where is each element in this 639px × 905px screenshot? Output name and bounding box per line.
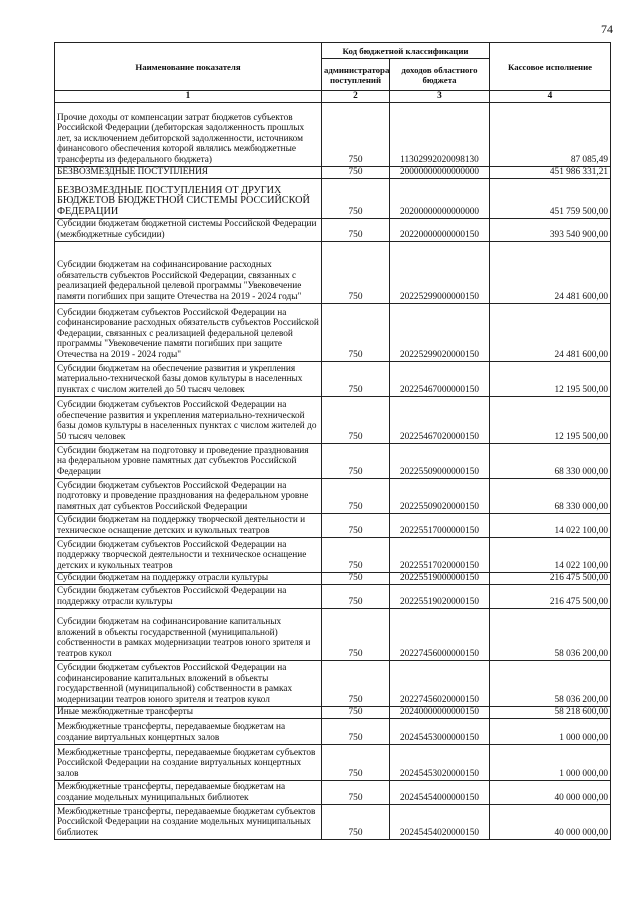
row-amount: 12 195 500,00	[490, 396, 611, 443]
budget-table	[54, 42, 611, 840]
row-name: Субсидии бюджетам субъектов Российской Федерации на софинансирование расходных обязательств субъектов Российской Федерации, связанных с реализацией федеральной целевой программы "Увековечение памяти погибших при защите Отечества на 2019 - 2024 годы"	[55, 303, 322, 361]
row-code: 20225467000000150	[390, 361, 490, 396]
row-name: Межбюджетные трансферты, передаваемые бюджетам субъектов Российской Федерации на создание виртуальных концертных залов	[55, 744, 322, 780]
row-code: 20225517000000150	[390, 513, 490, 537]
row-name: Субсидии бюджетам субъектов Российской Федерации на подготовку и проведение празднования на федеральном уровне памятных дат субъектов Российской Федерации	[55, 478, 322, 513]
row-admin: 750	[322, 537, 390, 572]
row-name: Межбюджетные трансферты, передаваемые бюджетам на создание модельных муниципальных библиотек	[55, 780, 322, 804]
row-admin: 750	[322, 718, 390, 744]
row-code: 20225509000000150	[390, 443, 490, 478]
row-amount: 216 475 500,00	[490, 572, 611, 584]
row-amount: 393 540 900,00	[490, 218, 611, 241]
row-code: 20240000000000150	[390, 706, 490, 718]
row-amount: 40 000 000,00	[490, 804, 611, 839]
row-code: 20225467020000150	[390, 396, 490, 443]
row-name: Субсидии бюджетам на обеспечение развития и укрепления материально-технической базы домов культуры в населенных пунктах с числом жителей до 50 тысяч человек	[55, 361, 322, 396]
header-admin: администратора поступлений	[322, 59, 390, 91]
row-admin: 750	[322, 166, 390, 178]
table-row	[55, 102, 611, 166]
page-number: 74	[601, 22, 613, 36]
row-amount: 14 022 100,00	[490, 513, 611, 537]
table-row	[55, 608, 611, 660]
row-admin: 750	[322, 660, 390, 706]
row-code: 20245454020000150	[390, 804, 490, 839]
row-amount: 1 000 000,00	[490, 718, 611, 744]
row-admin: 750	[322, 102, 390, 166]
row-name: Межбюджетные трансферты, передаваемые бюджетам на создание виртуальных концертных залов	[55, 718, 322, 744]
row-admin: 750	[322, 572, 390, 584]
row-code: 20225299000000150	[390, 241, 490, 303]
row-admin: 750	[322, 513, 390, 537]
row-amount: 58 218 600,00	[490, 706, 611, 718]
row-admin: 750	[322, 706, 390, 718]
header-num-4: 4	[490, 91, 611, 103]
row-code: 20000000000000000	[390, 166, 490, 178]
table-row	[55, 513, 611, 537]
row-amount: 216 475 500,00	[490, 584, 611, 608]
row-name: Субсидии бюджетам субъектов Российской Федерации на обеспечение развития и укрепления материально-технической базы домов культуры в населенных пунктах с числом жителей до 50 тысяч человек	[55, 396, 322, 443]
table-row	[55, 744, 611, 780]
row-code: 20225519000000150	[390, 572, 490, 584]
row-amount: 14 022 100,00	[490, 537, 611, 572]
table-row	[55, 361, 611, 396]
table-row	[55, 706, 611, 718]
row-amount: 68 330 000,00	[490, 443, 611, 478]
table-row	[55, 166, 611, 178]
row-amount: 451 986 331,21	[490, 166, 611, 178]
row-admin: 750	[322, 218, 390, 241]
row-admin: 750	[322, 443, 390, 478]
row-code: 20225519020000150	[390, 584, 490, 608]
row-code: 20200000000000000	[390, 178, 490, 218]
row-admin: 750	[322, 780, 390, 804]
row-admin: 750	[322, 478, 390, 513]
table-row	[55, 396, 611, 443]
table-row	[55, 241, 611, 303]
row-name: Субсидии бюджетам на софинансирование капитальных вложений в объекты государственной (муниципальной) собственности в рамках модернизации театров юного зрителя и театров кукол	[55, 608, 322, 660]
row-admin: 750	[322, 241, 390, 303]
row-admin: 750	[322, 804, 390, 839]
row-name: Субсидии бюджетам на софинансирование расходных обязательств субъектов Российской Федерации, связанных с реализацией федеральной целевой программы "Увековечение памяти погибших при защите Отечества на 2019 - 2024 годы"	[55, 241, 322, 303]
row-admin: 750	[322, 303, 390, 361]
row-name: Субсидии бюджетам субъектов Российской Федерации на поддержку отрасли культуры	[55, 584, 322, 608]
row-name: Субсидии бюджетам субъектов Российской Федерации на поддержку творческой деятельности и техническое оснащение детских и кукольных театров	[55, 537, 322, 572]
row-admin: 750	[322, 608, 390, 660]
table-row	[55, 584, 611, 608]
row-code: 11302992020098130	[390, 102, 490, 166]
row-code: 20225299020000150	[390, 303, 490, 361]
table-row	[55, 537, 611, 572]
header-num-2: 2	[322, 91, 390, 103]
row-amount: 58 036 200,00	[490, 660, 611, 706]
row-name: Субсидии бюджетам на поддержку отрасли культуры	[55, 572, 322, 584]
header-name: Наименование показателя	[55, 43, 322, 91]
row-name: Иные межбюджетные трансферты	[55, 706, 322, 718]
row-admin: 750	[322, 584, 390, 608]
row-code: 20220000000000150	[390, 218, 490, 241]
row-amount: 87 085,49	[490, 102, 611, 166]
row-name: Межбюджетные трансферты, передаваемые бюджетам субъектов Российской Федерации на создание модельных муниципальных библиотек	[55, 804, 322, 839]
row-name: Прочие доходы от компенсации затрат бюджетов субъектов Российской Федерации (дебиторская задолженность прошлых лет, за исключением дебиторской задолженности, источником финансового обеспечения которой являлись межбюджетные трансферты из федерального бюджета)	[55, 102, 322, 166]
row-amount: 451 759 500,00	[490, 178, 611, 218]
row-name: БЕЗВОЗМЕЗДНЫЕ ПОСТУПЛЕНИЯ	[55, 166, 322, 178]
table-row	[55, 303, 611, 361]
row-admin: 750	[322, 396, 390, 443]
row-admin: 750	[322, 178, 390, 218]
row-code: 20245454000000150	[390, 780, 490, 804]
row-amount: 12 195 500,00	[490, 361, 611, 396]
table-row	[55, 178, 611, 218]
table-row	[55, 780, 611, 804]
header-num-1: 1	[55, 91, 322, 103]
row-amount: 58 036 200,00	[490, 608, 611, 660]
table-row	[55, 718, 611, 744]
row-admin: 750	[322, 744, 390, 780]
header-code-group: Код бюджетной классификации	[322, 43, 490, 59]
row-amount: 40 000 000,00	[490, 780, 611, 804]
row-code: 20245453000000150	[390, 718, 490, 744]
row-code: 20245453020000150	[390, 744, 490, 780]
table-row	[55, 478, 611, 513]
row-name: Субсидии бюджетам бюджетной системы Российской Федерации (межбюджетные субсидии)	[55, 218, 322, 241]
header-income: доходов областного бюджета	[390, 59, 490, 91]
table-row	[55, 443, 611, 478]
table-row	[55, 804, 611, 839]
row-admin: 750	[322, 361, 390, 396]
row-amount: 24 481 600,00	[490, 241, 611, 303]
row-amount: 24 481 600,00	[490, 303, 611, 361]
row-name: Субсидии бюджетам на подготовку и проведение празднования на федеральном уровне памятных дат субъектов Российской Федерации	[55, 443, 322, 478]
row-amount: 1 000 000,00	[490, 744, 611, 780]
header-exec: Кассовое исполнение	[490, 43, 611, 91]
row-code: 20227456020000150	[390, 660, 490, 706]
table-row	[55, 660, 611, 706]
row-code: 20225509020000150	[390, 478, 490, 513]
row-code: 20225517020000150	[390, 537, 490, 572]
row-amount: 68 330 000,00	[490, 478, 611, 513]
row-code: 20227456000000150	[390, 608, 490, 660]
row-name: Субсидии бюджетам субъектов Российской Федерации на софинансирование капитальных вложений в объекты государственной (муниципальной) собственности в рамках модернизации театров юного зрителя и театров кукол	[55, 660, 322, 706]
header-num-3: 3	[390, 91, 490, 103]
row-name: БЕЗВОЗМЕЗДНЫЕ ПОСТУПЛЕНИЯ ОТ ДРУГИХ БЮДЖЕТОВ БЮДЖЕТНОЙ СИСТЕМЫ РОССИЙСКОЙ ФЕДЕРАЦИИ	[55, 178, 322, 218]
row-name: Субсидии бюджетам на поддержку творческой деятельности и техническое оснащение детских и кукольных театров	[55, 513, 322, 537]
table-row	[55, 218, 611, 241]
table-row	[55, 572, 611, 584]
